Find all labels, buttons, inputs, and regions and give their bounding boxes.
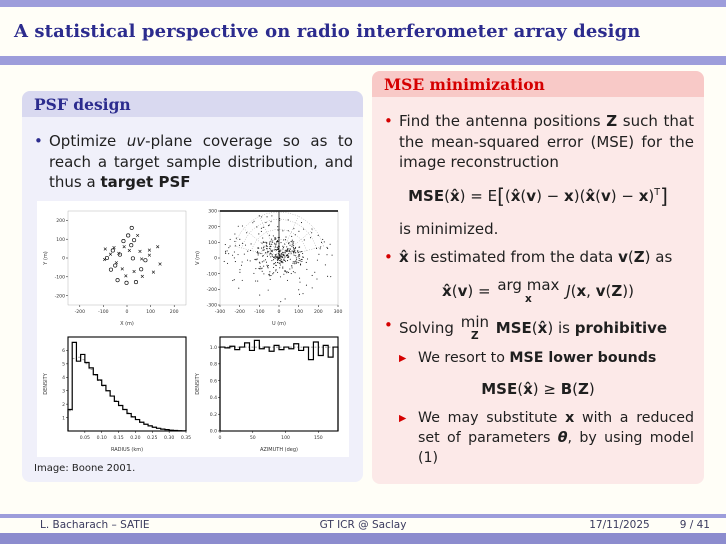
azimuth-density-histogram	[193, 329, 343, 455]
mse-item-text	[399, 219, 694, 240]
mse-item-text: We may substitute x with a reduced set of parameters θ, by using model (1)	[418, 410, 695, 466]
mse-item-text: MSE(x̂) ≥ B(Z)	[481, 379, 595, 398]
svg-text:0: 0	[213, 256, 217, 262]
psf-bullet	[32, 131, 353, 193]
svg-text:6: 6	[61, 349, 65, 355]
mse-item-formula	[382, 183, 694, 211]
svg-text:200: 200	[313, 310, 323, 316]
svg-text:-100: -100	[54, 275, 65, 281]
svg-text:200: 200	[169, 310, 179, 316]
footer-event: GT ICR @ Saclay	[319, 519, 407, 531]
figure-caption: Image: Boone 2001.	[34, 463, 136, 475]
title-bar	[0, 7, 726, 56]
svg-text:0.15: 0.15	[112, 436, 124, 442]
svg-text:50: 50	[249, 436, 256, 442]
footer	[0, 514, 726, 544]
svg-text:-200: -200	[54, 294, 65, 300]
svg-text:100: 100	[55, 237, 65, 243]
mse-item-text: MSE(x̂) = E[(x̂(v) − x)(x̂(v) − x)$^T$]	[408, 184, 668, 209]
svg-text:-100: -100	[206, 272, 217, 278]
svg-text:0.4: 0.4	[209, 396, 217, 402]
svg-text:X (m): X (m)	[119, 321, 134, 328]
right-column	[372, 71, 704, 484]
svg-text:100: 100	[293, 310, 303, 316]
svg-text:-300: -300	[206, 303, 217, 309]
svg-text:0: 0	[277, 310, 280, 316]
psf-design-block	[22, 91, 363, 482]
svg-text:4: 4	[61, 376, 65, 382]
svg-text:100: 100	[145, 310, 155, 316]
svg-text:-100: -100	[97, 310, 109, 316]
svg-text:0.10: 0.10	[96, 436, 107, 442]
svg-text:0.20: 0.20	[129, 436, 141, 442]
triangle-bullet-icon: ▶	[399, 413, 407, 425]
svg-text:U (m): U (m)	[271, 321, 286, 328]
left-column	[22, 91, 363, 482]
svg-text:Y (m): Y (m)	[42, 251, 49, 265]
uv-coverage-plot	[193, 203, 343, 329]
slide-title: A statistical perspective on radio interferometer array design	[14, 21, 641, 42]
mse-minimization-block	[372, 71, 704, 484]
svg-text:-200: -200	[206, 288, 217, 294]
mse-item-text: x̂ is estimated from the data v(Z) as	[399, 248, 673, 267]
svg-text:0.0: 0.0	[209, 429, 217, 435]
svg-text:150: 150	[313, 436, 323, 442]
mse-item-formula	[382, 278, 694, 305]
svg-text:-100: -100	[253, 310, 265, 316]
svg-text:0.35: 0.35	[180, 436, 191, 442]
footer-bottom-bar	[0, 533, 726, 544]
svg-text:300: 300	[207, 209, 217, 215]
svg-text:-300: -300	[214, 310, 225, 316]
svg-text:RADIUS (km): RADIUS (km)	[110, 447, 143, 454]
svg-text:200: 200	[55, 219, 65, 225]
svg-text:0.6: 0.6	[209, 379, 217, 385]
svg-text:1.0: 1.0	[209, 345, 217, 351]
psf-block-title: PSF design	[22, 91, 363, 117]
mse-item-text: Solving min Z MSE(x̂) is prohibitive	[399, 312, 668, 342]
slide-body	[0, 65, 726, 484]
footer-strip	[0, 518, 726, 533]
svg-text:0.25: 0.25	[146, 436, 157, 442]
svg-text:0.30: 0.30	[163, 436, 174, 442]
svg-text:0: 0	[61, 256, 65, 262]
bullet-icon: •	[34, 132, 43, 150]
title-separator	[0, 56, 726, 65]
svg-text:-200: -200	[74, 310, 85, 316]
svg-text:3: 3	[61, 389, 65, 395]
mse-item-subbullet	[399, 409, 694, 468]
mse-item-text: Find the antenna positions Z such that the mean-squared error (MSE) for the image reconstruction	[399, 112, 695, 172]
svg-text:300: 300	[333, 310, 342, 316]
svg-text:0: 0	[125, 310, 128, 316]
svg-text:DENSITY: DENSITY	[42, 373, 49, 395]
svg-text:0: 0	[218, 436, 221, 442]
mse-content	[372, 97, 704, 484]
top-accent-bar	[0, 0, 726, 7]
bullet-icon: •	[384, 315, 393, 334]
svg-text:100: 100	[280, 436, 290, 442]
footer-author: L. Bacharach – SATIE	[40, 519, 150, 531]
svg-text:2: 2	[61, 402, 65, 408]
footer-date: 17/11/2025	[589, 519, 650, 531]
svg-text:0.8: 0.8	[209, 362, 217, 368]
mse-item-bullet	[382, 312, 694, 342]
mse-item-formula	[382, 379, 694, 400]
mse-item-bullet	[382, 111, 694, 173]
triangle-bullet-icon: ▶	[399, 353, 407, 365]
bullet-icon: •	[384, 248, 393, 267]
mse-item-text: x̂(v) = arg max x J(x, v(Z))	[442, 276, 634, 306]
psf-bullet-text: Optimize uv-plane coverage so as to reach a target sample distribution, and thus a target PSF	[49, 132, 353, 192]
mse-block-title: MSE minimization	[372, 71, 704, 97]
svg-text:5: 5	[61, 362, 65, 368]
mse-item-text: is minimized.	[399, 219, 499, 238]
antenna-positions-plot	[41, 203, 191, 329]
radial-density-histogram	[41, 329, 191, 455]
svg-text:0.2: 0.2	[209, 412, 217, 418]
psf-block-body	[22, 117, 363, 482]
svg-text:-200: -200	[233, 310, 245, 316]
svg-text:100: 100	[207, 241, 217, 247]
bullet-icon: •	[384, 112, 393, 130]
mse-item-bullet	[382, 247, 694, 268]
psf-figure	[37, 201, 349, 457]
svg-text:1: 1	[61, 416, 65, 422]
mse-item-subbullet	[399, 349, 694, 369]
svg-text:0.05: 0.05	[79, 436, 90, 442]
footer-right	[589, 519, 710, 531]
mse-item-text: We resort to MSE lower bounds	[418, 350, 657, 367]
svg-text:DENSITY: DENSITY	[194, 373, 201, 395]
svg-text:200: 200	[207, 225, 217, 231]
svg-text:V (m): V (m)	[194, 251, 201, 265]
svg-text:AZIMUTH (deg): AZIMUTH (deg)	[259, 447, 298, 454]
footer-page-number: 9 / 41	[679, 519, 710, 531]
